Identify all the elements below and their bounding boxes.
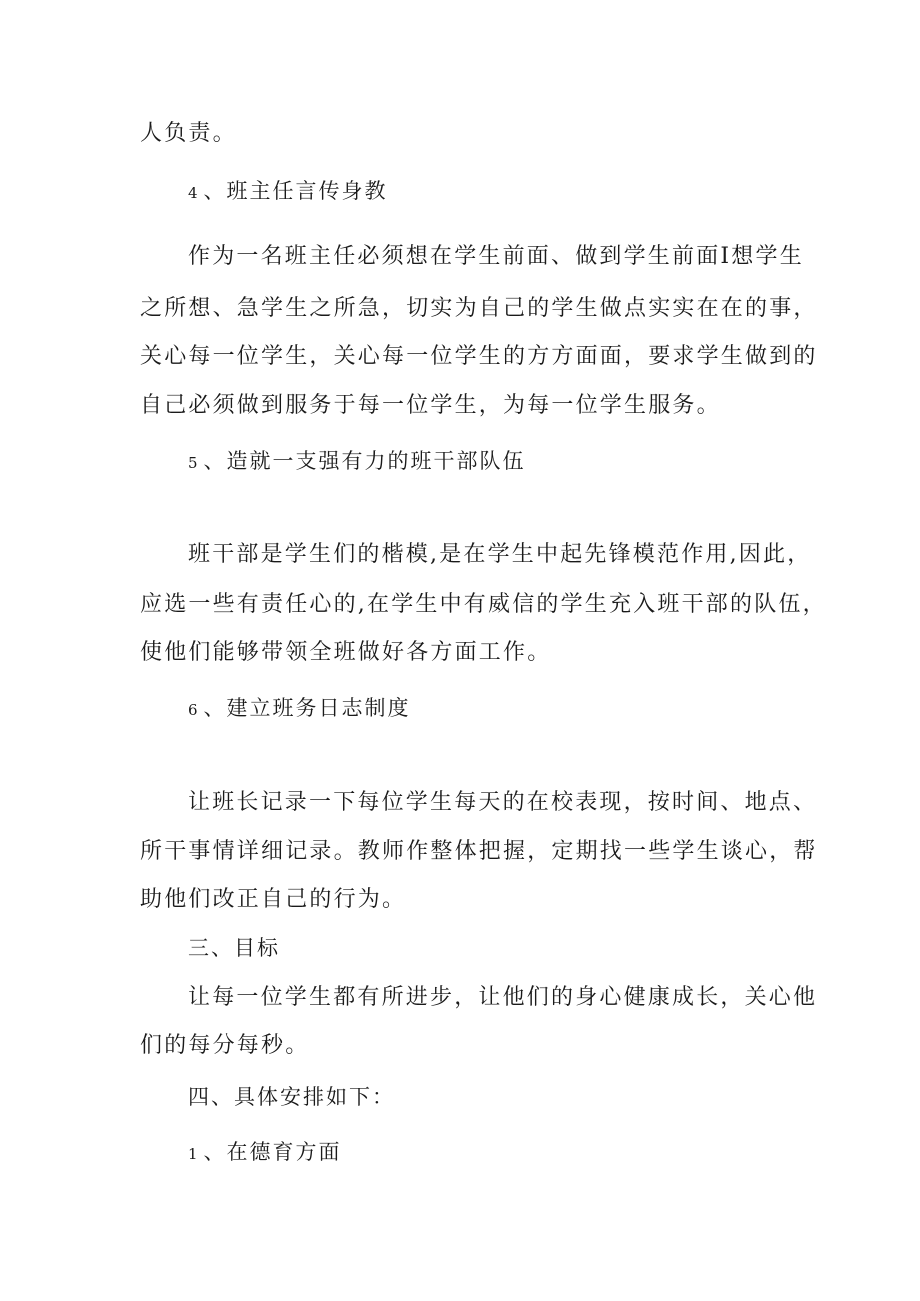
paragraph-line: 使他们能够带领全班做好各方面工作。	[140, 640, 552, 665]
paragraph-line: 作为一名班主任必须想在学生前面、做到学生前面I想学生	[188, 244, 804, 269]
paragraph-line: 助他们改正自己的行为。	[140, 887, 407, 912]
heading-text: 、造就一支强有力的班干部队伍	[203, 449, 526, 473]
paragraph-line: 让每一位学生都有所进步，让他们的身心健康成长，关心他	[188, 985, 818, 1010]
paragraph-tail: 人负责。	[140, 121, 237, 146]
heading-text: 、建立班务日志制度	[203, 696, 411, 720]
paragraph-line: 所干事情详细记录。教师作整体把握，定期找一些学生谈心，帮	[140, 839, 818, 864]
heading-number: 4	[188, 184, 198, 202]
heading-5	[188, 447, 838, 477]
heading-number: 5	[188, 454, 198, 472]
paragraph-line: 关心每一位学生，关心每一位学生的方方面面，要求学生做到的	[140, 344, 818, 369]
heading-6	[188, 694, 838, 724]
section-title-arrangements: 四、具体安排如下：	[188, 1085, 395, 1109]
paragraph-line: 之所想、急学生之所急，切实为自己的学生做点实实在在的事，	[140, 296, 818, 321]
heading-number: 6	[188, 701, 198, 719]
heading-number: 1	[188, 1145, 198, 1163]
paragraph-line: 班干部是学生们的楷模,是在学生中起先锋模范作用,因此，	[188, 542, 812, 567]
paragraph-line: 们的每分每秒。	[140, 1033, 310, 1058]
heading-text: 、在德育方面	[203, 1140, 342, 1164]
heading-4	[188, 177, 838, 207]
heading-text: 、班主任言传身教	[203, 179, 388, 203]
paragraph-line: 自己必须做到服务于每一位学生，为每一位学生服务。	[140, 393, 721, 418]
paragraph-line: 让班长记录一下每位学生每天的在校表现，按时间、地点、	[188, 790, 818, 815]
paragraph-line: 应选一些有责任心的,在学生中有威信的学生充入班干部的队伍，	[140, 592, 827, 617]
section-title-goals: 三、目标	[188, 936, 280, 960]
heading-1	[188, 1138, 838, 1168]
